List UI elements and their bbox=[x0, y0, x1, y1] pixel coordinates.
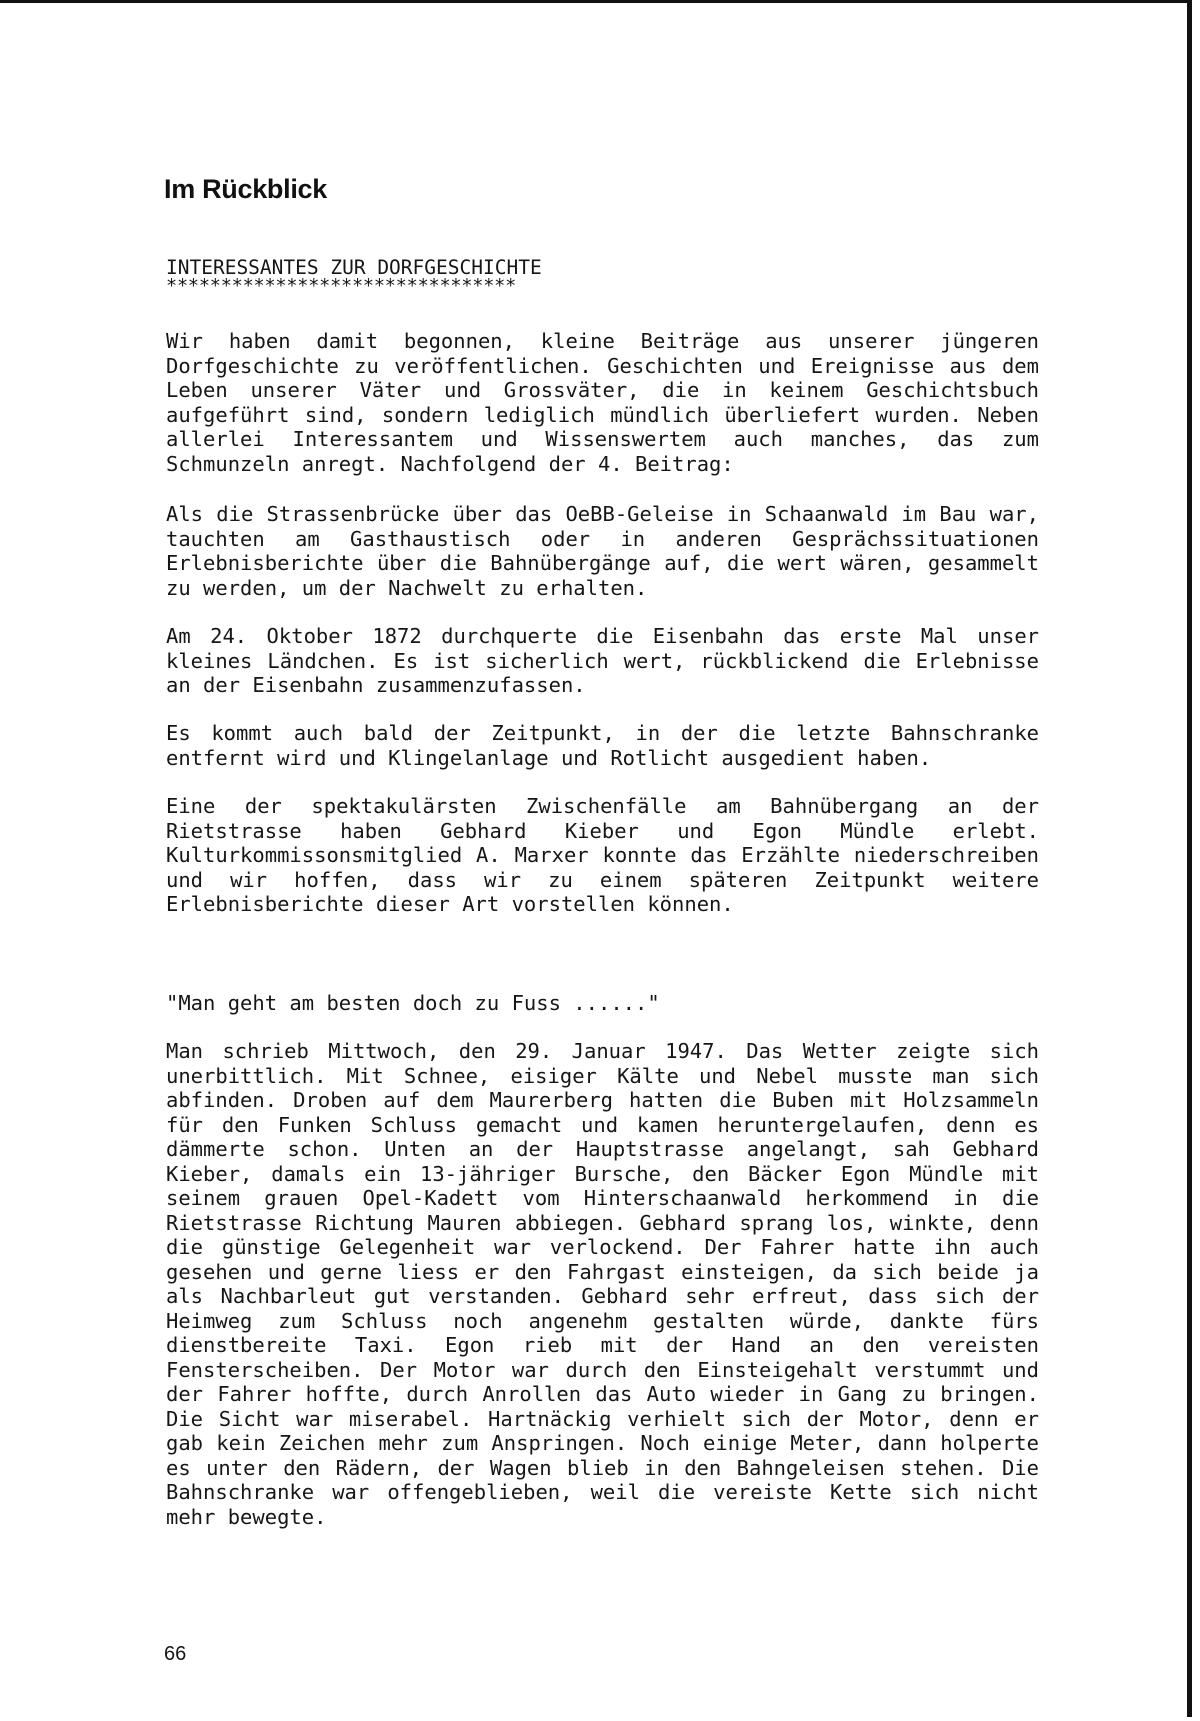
intro-paragraph-2: Als die Strassenbrücke über das OeBB-Geleise in Schaanwald im Bau war, tauchten am Gasthaustisch oder in anderen Gesprächssituationen Erlebnisberichte über die Bahnübergänge auf, die wert wären, gesammelt zu werden, um der Nachwelt zu erhalten. bbox=[166, 502, 1039, 600]
article-subtitle: INTERESSANTES ZUR DORFGESCHICHTE bbox=[166, 256, 542, 279]
intro-paragraph-5: Eine der spektakulärsten Zwischenfälle am Bahnübergang an der Rietstrasse haben Gebhard Kieber und Egon Mündle erlebt. Kulturkommissonsmitglied A. Marxer konnte das Erzählte niederschreiben und wir hoffen, dass wir zu einem späteren Zeitpunkt weitere Erlebnisberichte dieser Art vorstellen können. bbox=[166, 794, 1039, 916]
intro-paragraph-1: Wir haben damit begonnen, kleine Beiträge aus unserer jüngeren Dorfgeschichte zu veröffentlichen. Geschichten und Ereignisse aus dem Leben unserer Väter und Grossväter, die in keinem Geschichtsbuch aufgeführt sind, sondern lediglich mündlich überliefert wurden. Neben allerlei Interessantem und Wissenswertem auch manches, das zum Schmunzeln anregt. Nachfolgend der 4. Beitrag: bbox=[166, 329, 1039, 476]
section-heading: Im Rückblick bbox=[164, 174, 327, 204]
intro-paragraph-3: Am 24. Oktober 1872 durchquerte die Eisenbahn das erste Mal unser kleines Ländchen. Es ist sicherlich wert, rückblickend die Erlebnisse an der Eisenbahn zusammenzufassen. bbox=[166, 624, 1039, 697]
subtitle-star-underline: ******************************** bbox=[166, 276, 517, 297]
story-title: "Man geht am besten doch zu Fuss ......" bbox=[166, 991, 660, 1015]
intro-paragraph-4: Es kommt auch bald der Zeitpunkt, in der die letzte Bahnschranke entfernt wird und Klingelanlage und Rotlicht ausgedient haben. bbox=[166, 721, 1039, 770]
story-paragraph: Man schrieb Mittwoch, den 29. Januar 1947. Das Wetter zeigte sich unerbittlich. Mit Schnee, eisiger Kälte und Nebel musste man sich abfinden. Droben auf dem Maurerberg hatten die Buben mit Holzsammeln für den Funken Schluss gemacht und kamen heruntergelaufen, denn es dämmerte schon. Unten an der Hauptstrasse angelangt, sah Gebhard Kieber, damals ein 13-jähriger Bursche, den Bäcker Egon Mündle mit seinem grauen Opel-Kadett vom Hinterschaanwald herkommend in die Rietstrasse Richtung Mauren abbiegen. Gebhard sprang los, winkte, denn die günstige Gelegenheit war verlockend. Der Fahrer hatte ihn auch gesehen und gerne liess er den Fahrgast einsteigen, da sich beide ja als Nachbarleut gut verstanden. Gebhard sehr erfreut, dass sich der Heimweg zum Schluss noch angenehm gestalten würde, dankte fürs dienstbereite Taxi. Egon rieb mit der Hand an den vereisten Fensterscheiben. Der Motor war durch den Einsteigehalt verstummt und der Fahrer hoffte, durch Anrollen das Auto wieder in Gang zu bringen. Die Sicht war miserabel. Hartnäckig verhielt sich der Motor, denn er gab kein Zeichen mehr zum Anspringen. Noch einige Meter, dann holperte es unter den Rädern, der Wagen blieb in den Bahngeleisen stehen. Die Bahnschranke war offengeblieben, weil die vereiste Kette sich nicht mehr bewegte. bbox=[166, 1039, 1039, 1529]
page-number: 66 bbox=[164, 1643, 187, 1665]
